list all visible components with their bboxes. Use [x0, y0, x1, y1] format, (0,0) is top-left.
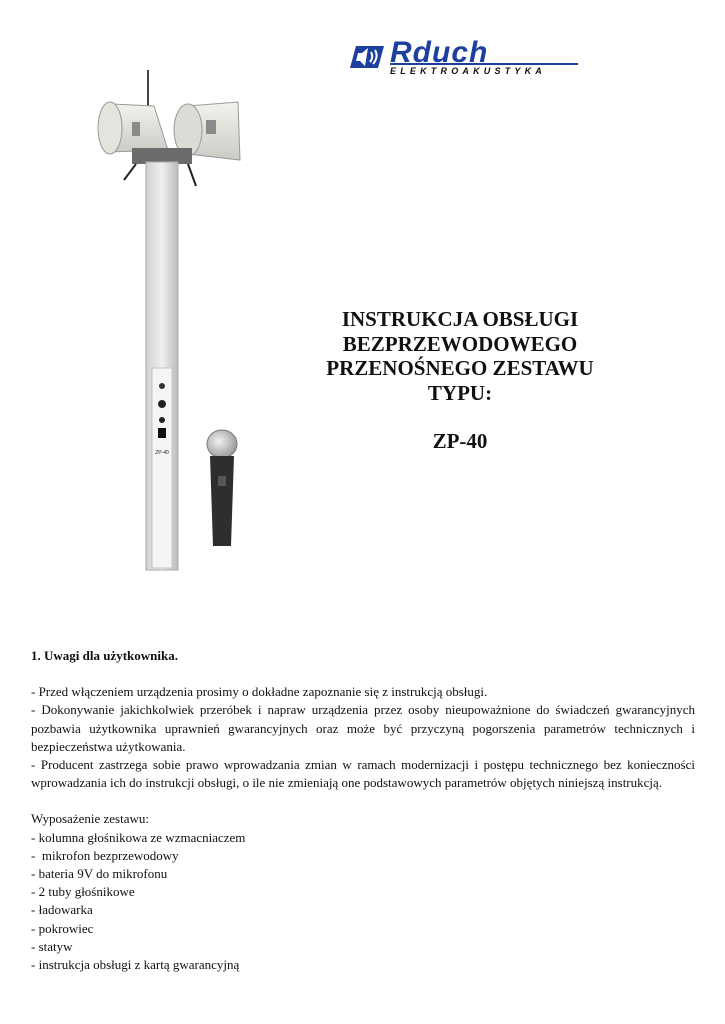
title-line: BEZPRZEWODOWEGO: [342, 331, 578, 356]
wireless-microphone-image: [204, 428, 240, 550]
list-item: - statyw: [31, 938, 73, 954]
user-notes-section: [31, 647, 695, 974]
brand-name: Rduch: [390, 36, 489, 69]
title-line: TYPU:: [427, 380, 493, 405]
brand-logo: [346, 36, 586, 78]
paragraph: - Przed włączeniem urządzenia prosimy o dokładne zapoznanie się z instrukcją obsługi.: [31, 684, 488, 700]
equipment-list: [31, 829, 695, 975]
left-horn-speaker: [98, 102, 168, 154]
speaker-logo-icon: [346, 42, 390, 72]
title-line: PRZENOŚNEGO ZESTAWU: [326, 356, 594, 380]
document-title: [300, 307, 620, 454]
model-number: ZP-40: [432, 429, 488, 453]
brand-subtitle: ELEKTROAKUSTYKA: [390, 63, 578, 76]
list-item: - ładowarka: [31, 902, 93, 918]
list-item: - bateria 9V do mikrofonu: [31, 866, 168, 882]
list-item: - mikrofon bezprzewodowy: [31, 847, 179, 863]
list-item: - 2 tuby głośnikowe: [31, 884, 135, 900]
paragraph: - Producent zastrzega sobie prawo wprowadzania zmian w ramach modernizacji i postępu technicznego bez konieczności wprowadzania ich do instrukcji obsługi, o ile nie zmieniają one podstawowych parametrów objętych niniejszą instrukcją.: [31, 757, 695, 791]
equipment-heading: Wyposażenie zestawu:: [31, 811, 149, 827]
paragraph: - Dokonywanie jakichkolwiek przeróbek i napraw urządzenia przez osoby nieupoważnione do świadczeń gwarancyjnych pozbawia użytkownika uprawnień gwarancyjnych oraz może być przyczyną pogorszenia parametrów technicznych i bezpieczeństwa użytkowania.: [31, 702, 695, 754]
title-line: INSTRUKCJA OBSŁUGI: [341, 307, 579, 331]
panel-model-label: ZP-40: [155, 450, 169, 456]
section-heading: 1. Uwagi dla użytkownika.: [31, 648, 178, 663]
list-item: - kolumna głośnikowa ze wzmacniaczem: [31, 829, 246, 845]
list-item: - instrukcja obsługi z kartą gwarancyjną: [31, 957, 240, 973]
list-item: - pokrowiec: [31, 920, 94, 936]
